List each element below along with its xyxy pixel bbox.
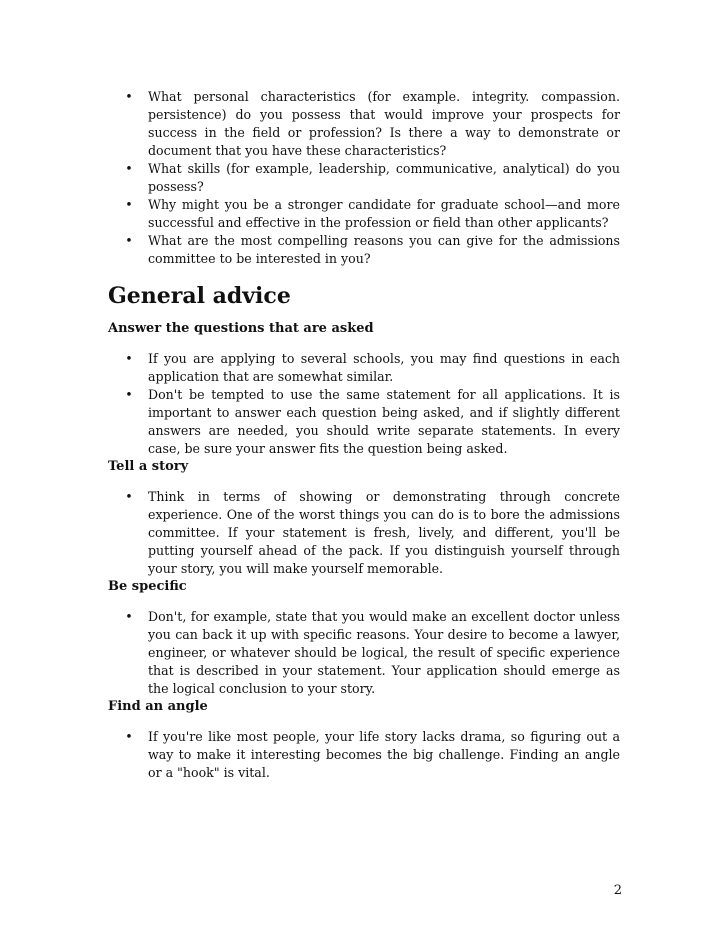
subsection-title-find-an-angle: Find an angle <box>108 699 208 714</box>
bullet-list-find-an-angle <box>108 728 620 782</box>
bullet-icon: • <box>125 609 133 624</box>
bullet-icon: • <box>125 89 133 104</box>
list-item <box>125 608 620 698</box>
list-item <box>125 728 620 782</box>
bullet-list-answer-questions <box>108 350 620 458</box>
bullet-icon: • <box>125 197 133 212</box>
bullet-list-be-specific <box>108 608 620 698</box>
list-item-text: Why might you be a stronger candidate for graduate school—and more successful and effective in the profession or field than other applicants? <box>148 197 620 230</box>
list-item <box>125 88 620 160</box>
list-item <box>125 232 620 268</box>
subsection-title-answer-questions: Answer the questions that are asked <box>108 321 374 336</box>
list-item <box>125 488 620 578</box>
bullet-icon: • <box>125 233 133 248</box>
list-item-text: What skills (for example, leadership, communicative, analytical) do you possess? <box>148 161 620 194</box>
list-item-text: If you are applying to several schools, you may find questions in each application that are somewhat similar. <box>148 351 620 384</box>
intro-bullet-list <box>108 88 620 268</box>
bullet-icon: • <box>125 729 133 744</box>
list-item-text: What are the most compelling reasons you can give for the admissions committee to be interested in you? <box>148 233 620 266</box>
list-item <box>125 160 620 196</box>
bullet-icon: • <box>125 387 133 402</box>
list-item-text: Don't, for example, state that you would make an excellent doctor unless you can back it up with specific reasons. Your desire to become a lawyer, engineer, or whatever should be logical, the result of specific experience that is described in your statement. Your application should emerge as the logical conclusion to your story. <box>148 609 620 696</box>
bullet-icon: • <box>125 161 133 176</box>
subsection-title-tell-a-story: Tell a story <box>108 459 189 474</box>
subsection-title-be-specific: Be specific <box>108 579 187 594</box>
bullet-icon: • <box>125 489 133 504</box>
list-item-text: If you're like most people, your life story lacks drama, so figuring out a way to make it interesting becomes the big challenge. Finding an angle or a "hook" is vital. <box>148 729 620 780</box>
list-item-text: What personal characteristics (for example. integrity. compassion. persistence) do you possess that would improve your prospects for success in the field or profession? Is there a way to demonstrate or document that you have these characteristics? <box>148 89 620 158</box>
list-item-text: Think in terms of showing or demonstrating through concrete experience. One of the worst things you can do is to bore the admissions committee. If your statement is fresh, lively, and different, you'll be putting yourself ahead of the pack. If you distinguish yourself through your story, you will make yourself memorable. <box>148 489 620 576</box>
list-item <box>125 196 620 232</box>
list-item <box>125 350 620 386</box>
document-body <box>108 88 620 782</box>
bullet-list-tell-a-story <box>108 488 620 578</box>
section-heading: General advice <box>108 283 291 309</box>
list-item-text: Don't be tempted to use the same statement for all applications. It is important to answer each question being asked, and if slightly different answers are needed, you should write separate statements. In every case, be sure your answer fits the question being asked. <box>148 387 620 456</box>
bullet-icon: • <box>125 351 133 366</box>
page-number: 2 <box>613 883 622 898</box>
list-item <box>125 386 620 458</box>
